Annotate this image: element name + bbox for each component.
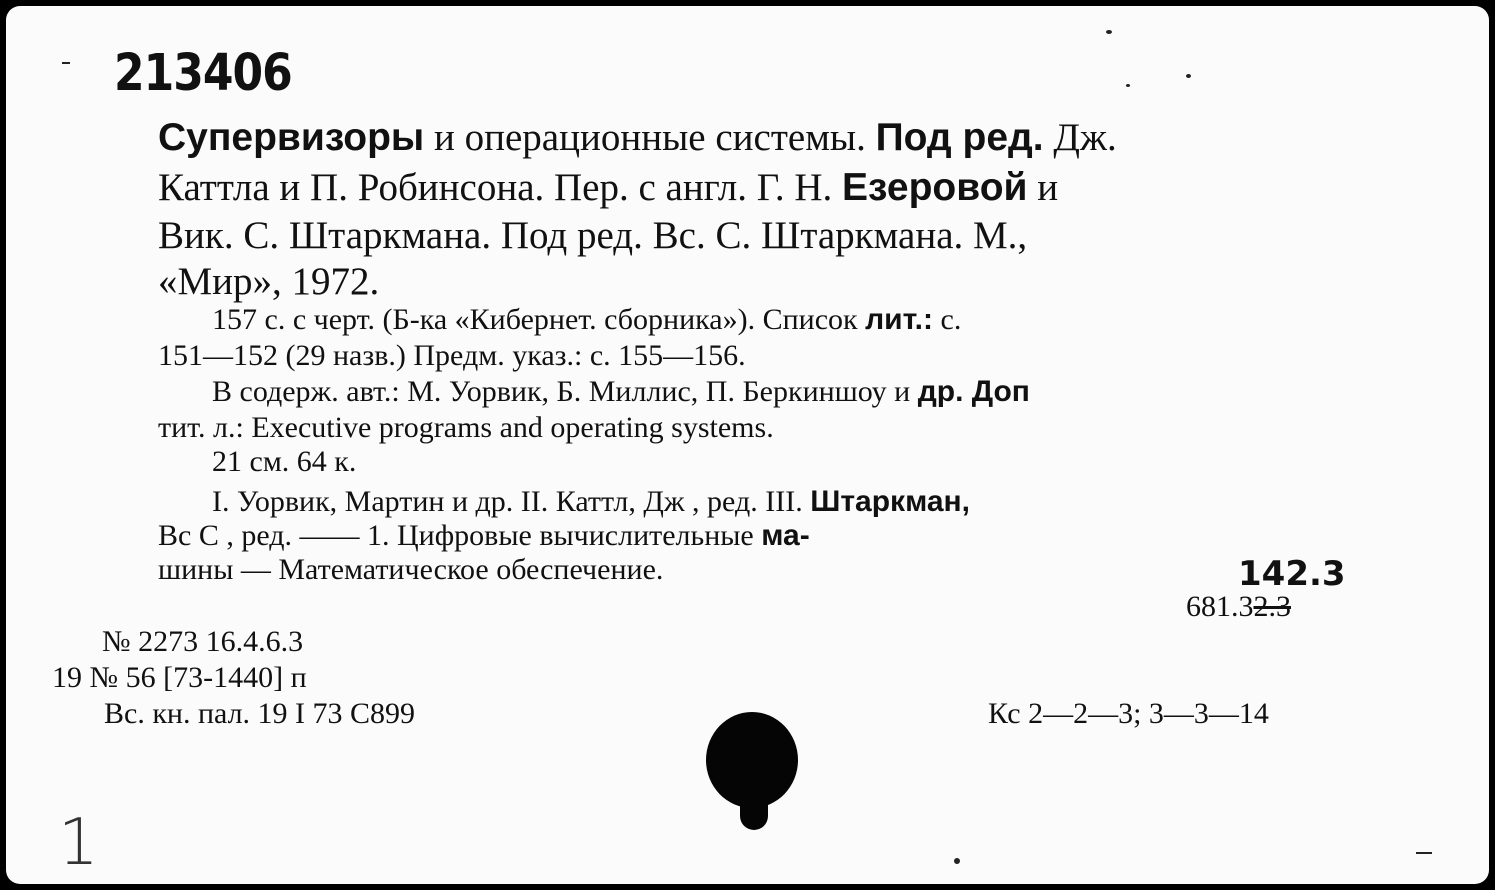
collation-line-1: 157 с. с черт. (Б-ка «Кибернет. сборника»). Список лит.: с. [212,303,962,336]
speck [1126,84,1130,87]
title-line-1: Супервизоры и операционные системы. Под ред. Дж. [158,116,1117,159]
footer-line-2: 19 № 56 [73-1440] п [52,661,307,694]
pencil-mark: 1 [58,806,99,880]
punch-hole-rod [740,786,768,830]
catalog-card [6,6,1489,884]
footer-codes: Кс 2—2—3; 3—3—14 [988,697,1269,730]
size-price: 21 см. 64 к. [212,445,357,478]
printed-classification: 681.32.3 [1186,590,1291,623]
speck [1106,30,1112,34]
speck [1416,852,1432,854]
handwritten-classification: 142.3 [1238,554,1346,594]
contents-line-1: В содерж. авт.: М. Уорвик, Б. Миллис, П. Беркиншоу и др. Доп [212,375,1030,408]
tracings-line-2: Вс С , ред. —— 1. Цифровые вычислительные ма- [158,519,810,552]
speck [62,62,70,64]
speck [1186,74,1191,78]
tracings-line-1: I. Уорвик, Мартин и др. II. Каттл, Дж , ред. III. Штаркман, [212,485,971,518]
collation-line-2: 151—152 (29 назв.) Предм. указ.: с. 155—156. [158,339,746,372]
title-line-4: «Мир», 1972. [158,260,380,303]
footer-line-3: Вс. кн. пал. 19 I 73 С899 [104,697,416,730]
speck [954,858,960,864]
inventory-number: 213406 [114,44,292,103]
tracings-line-3: шины — Математическое обеспечение. [158,553,664,586]
title-line-2: Каттла и П. Робинсона. Пер. с англ. Г. Н. Езеровой и [158,166,1059,209]
footer-line-1: № 2273 16.4.6.3 [102,625,304,658]
contents-line-2: тит. л.: Executive programs and operating systems. [158,411,774,444]
title-line-3: Вик. С. Штаркмана. Под ред. Вс. С. Штаркмана. М., [158,214,1028,257]
